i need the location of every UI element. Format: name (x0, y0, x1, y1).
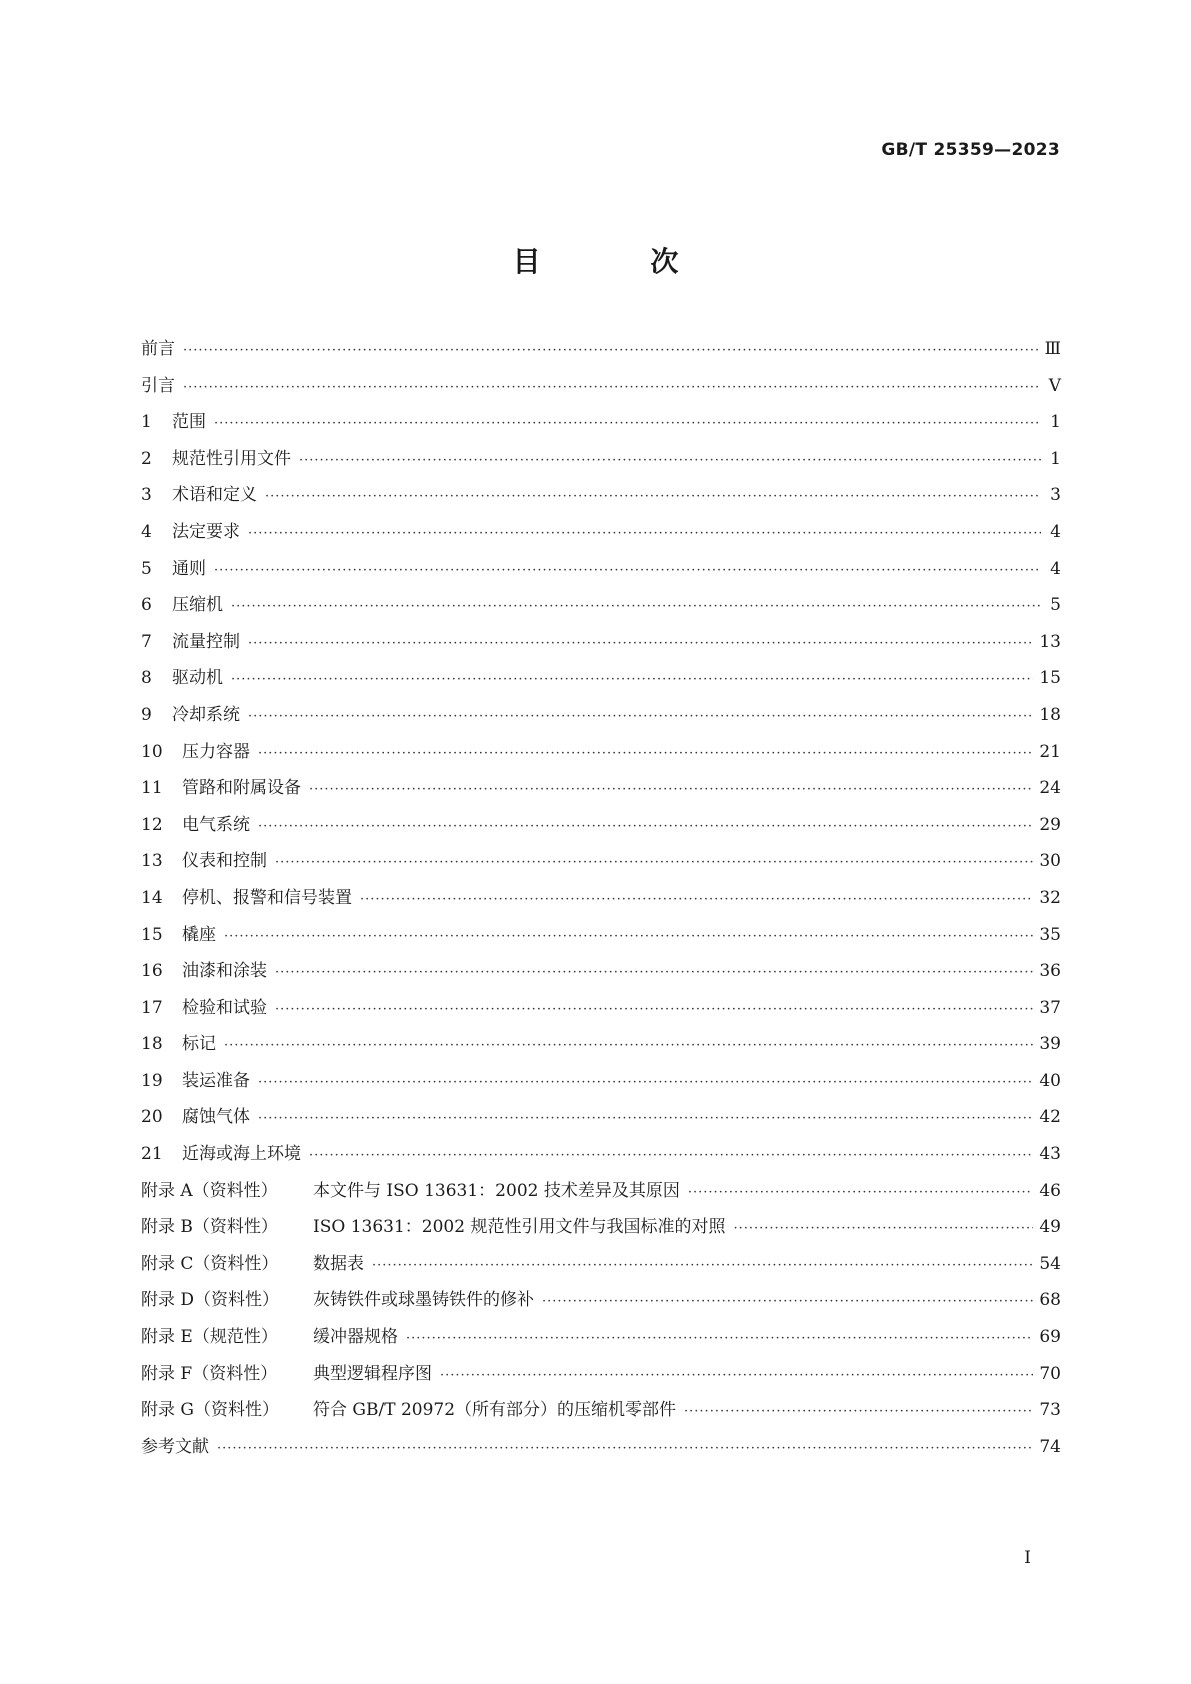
toc-entry-number: 11 (141, 778, 163, 799)
toc-entry[interactable] (141, 700, 1061, 737)
toc-entry-number: 12 (141, 814, 163, 835)
toc-entry-annex-tag: 附录 E（规范性） (141, 1327, 278, 1348)
toc-entry[interactable] (141, 407, 1061, 444)
toc-entry-page: 29 (1039, 814, 1061, 835)
toc-entry-page: 24 (1039, 778, 1061, 799)
dot-leader (224, 929, 1033, 944)
toc-entry-page: 46 (1039, 1180, 1061, 1201)
toc-entry-label: 参考文献 (141, 1436, 209, 1457)
dot-leader (275, 855, 1033, 870)
toc-entry-label: 停机、报警和信号装置 (182, 887, 352, 908)
toc-entry-page: 30 (1039, 851, 1061, 872)
toc-entry-number: 14 (141, 887, 163, 908)
dot-leader (275, 1002, 1033, 1017)
toc-entry-page: 5 (1050, 595, 1061, 616)
toc-entry-page: 40 (1039, 1070, 1061, 1091)
toc-entry-page: 42 (1039, 1107, 1061, 1128)
toc-entry[interactable] (141, 846, 1061, 883)
toc-entry-page: 49 (1039, 1217, 1061, 1238)
toc-entry-label: 腐蚀气体 (182, 1107, 250, 1128)
toc-entry-label: 压力容器 (182, 741, 250, 762)
toc-entry-label: ISO 13631：2002 规范性引用文件与我国标准的对照 (313, 1217, 726, 1238)
toc-entry[interactable] (141, 920, 1061, 957)
document-code: GB/T 25359—2023 (881, 140, 1060, 160)
toc-entry-page: 73 (1039, 1400, 1061, 1421)
toc-entry-page: 36 (1039, 961, 1061, 982)
dot-leader (248, 636, 1033, 651)
toc-entry[interactable] (141, 371, 1061, 408)
dot-leader (248, 709, 1033, 724)
dot-leader (258, 1075, 1033, 1090)
toc-entry-page: 69 (1039, 1327, 1061, 1348)
toc-entry-page: 4 (1050, 558, 1061, 579)
toc-entry-label: 符合 GB/T 20972（所有部分）的压缩机零部件 (313, 1400, 677, 1421)
toc-entry-number: 5 (141, 558, 152, 579)
toc-entry-annex-tag: 附录 F（资料性） (141, 1363, 278, 1384)
dot-leader (231, 599, 1041, 614)
toc-entry-page: 39 (1039, 1034, 1061, 1055)
toc-entry-label: 橇座 (182, 924, 216, 945)
toc-entry-page: 32 (1039, 887, 1061, 908)
toc-entry-label: 压缩机 (172, 595, 223, 616)
toc-entry[interactable] (141, 1285, 1061, 1322)
dot-leader (309, 1148, 1033, 1163)
toc-entry-label: 数据表 (313, 1253, 364, 1274)
dot-leader (217, 1441, 1033, 1456)
toc-entry-number: 7 (141, 631, 152, 652)
toc-entry-annex-tag: 附录 A（资料性） (141, 1180, 278, 1201)
toc-entry-label: 近海或海上环境 (182, 1144, 301, 1165)
dot-leader (684, 1404, 1033, 1419)
toc-entry-annex-tag: 附录 C（资料性） (141, 1253, 279, 1274)
toc-entry-annex-tag: 附录 D（资料性） (141, 1290, 280, 1311)
toc-entry-number: 16 (141, 961, 163, 982)
toc-entry[interactable] (141, 1176, 1061, 1213)
toc-entry-annex-tag: 附录 B（资料性） (141, 1217, 278, 1238)
toc-entry-label: 冷却系统 (172, 704, 240, 725)
toc-entry-number: 17 (141, 997, 163, 1018)
dot-leader (258, 1111, 1033, 1126)
toc-entry-number: 8 (141, 668, 152, 689)
dot-leader (299, 453, 1041, 468)
dot-leader (258, 746, 1033, 761)
dot-leader (733, 1221, 1033, 1236)
toc-entry-label: 检验和试验 (182, 997, 267, 1018)
toc-entry[interactable] (141, 1212, 1061, 1249)
toc-entry-page: Ⅲ (1044, 339, 1061, 359)
toc-entry-label: 驱动机 (172, 668, 223, 689)
page-title: 目 次 (512, 245, 729, 278)
toc-entry[interactable] (141, 1395, 1061, 1432)
toc-entry-number: 19 (141, 1070, 163, 1091)
toc-entry[interactable] (141, 1359, 1061, 1396)
dot-leader (688, 1185, 1034, 1200)
dot-leader (231, 672, 1033, 687)
toc-entry[interactable] (141, 1249, 1061, 1286)
toc-entry-number: 2 (141, 448, 152, 469)
toc-entry-page: Ⅴ (1048, 375, 1061, 396)
dot-leader (360, 892, 1033, 907)
toc-entry-number: 9 (141, 704, 152, 725)
toc-entry[interactable] (141, 993, 1061, 1030)
toc-entry-label: 装运准备 (182, 1070, 250, 1091)
page-number: Ⅰ (1024, 1548, 1031, 1568)
dot-leader (183, 380, 1041, 395)
toc-entry-page: 68 (1039, 1290, 1061, 1311)
toc-entry-label: 流量控制 (172, 631, 240, 652)
toc-entry-label: 法定要求 (172, 521, 240, 542)
toc-entry[interactable] (141, 1029, 1061, 1066)
toc-entry-number: 13 (141, 851, 163, 872)
toc-entry-number: 3 (141, 485, 152, 506)
toc-entry-page: 35 (1039, 924, 1061, 945)
toc-entry-page: 37 (1039, 997, 1061, 1018)
toc-entry[interactable] (141, 810, 1061, 847)
toc-entry-page: 54 (1039, 1253, 1061, 1274)
toc-entry-number: 10 (141, 741, 163, 762)
toc-entry[interactable] (141, 1432, 1061, 1469)
toc-entry-label: 管路和附属设备 (182, 778, 301, 799)
dot-leader (248, 526, 1041, 541)
toc-entry[interactable] (141, 1102, 1061, 1139)
toc-entry-number: 20 (141, 1107, 163, 1128)
toc-entry-label: 本文件与 ISO 13631：2002 技术差异及其原因 (313, 1180, 680, 1201)
toc-entry-number: 4 (141, 521, 152, 542)
toc-entry[interactable] (141, 554, 1061, 591)
dot-leader (406, 1331, 1033, 1346)
toc-entry-page: 13 (1039, 631, 1061, 652)
dot-leader (309, 782, 1033, 797)
toc-entry-page: 4 (1050, 521, 1061, 542)
toc-entry[interactable] (141, 590, 1061, 627)
toc-entry[interactable] (141, 517, 1061, 554)
toc-entry-page: 18 (1039, 704, 1061, 725)
toc-entry-label: 油漆和涂装 (182, 961, 267, 982)
dot-leader (224, 1038, 1033, 1053)
toc-entry-number: 6 (141, 595, 152, 616)
table-of-contents (141, 334, 1061, 1468)
dot-leader (275, 965, 1033, 980)
dot-leader (440, 1368, 1033, 1383)
toc-entry[interactable] (141, 1322, 1061, 1359)
toc-entry[interactable] (141, 883, 1061, 920)
dot-leader (542, 1294, 1033, 1309)
toc-entry[interactable] (141, 334, 1061, 371)
dot-leader (183, 343, 1039, 358)
dot-leader (214, 563, 1041, 578)
toc-entry[interactable] (141, 737, 1061, 774)
dot-leader (372, 1258, 1033, 1273)
toc-entry-number: 18 (141, 1034, 163, 1055)
dot-leader (258, 819, 1033, 834)
toc-entry-page: 15 (1039, 668, 1061, 689)
toc-entry-label: 电气系统 (182, 814, 250, 835)
toc-entry[interactable] (141, 1139, 1061, 1176)
toc-entry[interactable] (141, 1066, 1061, 1103)
toc-entry-page: 74 (1039, 1436, 1061, 1457)
toc-entry[interactable] (141, 627, 1061, 664)
toc-entry-page: 1 (1050, 412, 1061, 433)
toc-entry-label: 缓冲器规格 (313, 1327, 398, 1348)
toc-entry-label: 通则 (172, 558, 206, 579)
toc-entry-number: 1 (141, 412, 152, 433)
toc-entry[interactable] (141, 444, 1061, 481)
toc-entry[interactable] (141, 773, 1061, 810)
toc-entry-label: 灰铸铁件或球墨铸铁件的修补 (313, 1290, 534, 1311)
toc-entry[interactable] (141, 480, 1061, 517)
toc-entry-label: 引言 (141, 375, 175, 396)
toc-entry-label: 规范性引用文件 (172, 448, 291, 469)
dot-leader (214, 416, 1041, 431)
toc-entry-annex-tag: 附录 G（资料性） (141, 1400, 279, 1421)
toc-entry-page: 43 (1039, 1144, 1061, 1165)
dot-leader (265, 489, 1041, 504)
toc-entry[interactable] (141, 956, 1061, 993)
toc-entry-label: 术语和定义 (172, 485, 257, 506)
toc-entry-page: 70 (1039, 1363, 1061, 1384)
toc-entry-page: 1 (1050, 448, 1061, 469)
toc-entry-number: 21 (141, 1144, 163, 1165)
toc-entry-label: 典型逻辑程序图 (313, 1363, 432, 1384)
toc-entry-page: 21 (1039, 741, 1061, 762)
toc-entry-label: 仪表和控制 (182, 851, 267, 872)
toc-entry-label: 前言 (141, 339, 175, 359)
toc-entry[interactable] (141, 663, 1061, 700)
toc-entry-page: 3 (1050, 485, 1061, 506)
toc-entry-label: 标记 (182, 1034, 216, 1055)
toc-entry-label: 范围 (172, 412, 206, 433)
toc-entry-number: 15 (141, 924, 163, 945)
